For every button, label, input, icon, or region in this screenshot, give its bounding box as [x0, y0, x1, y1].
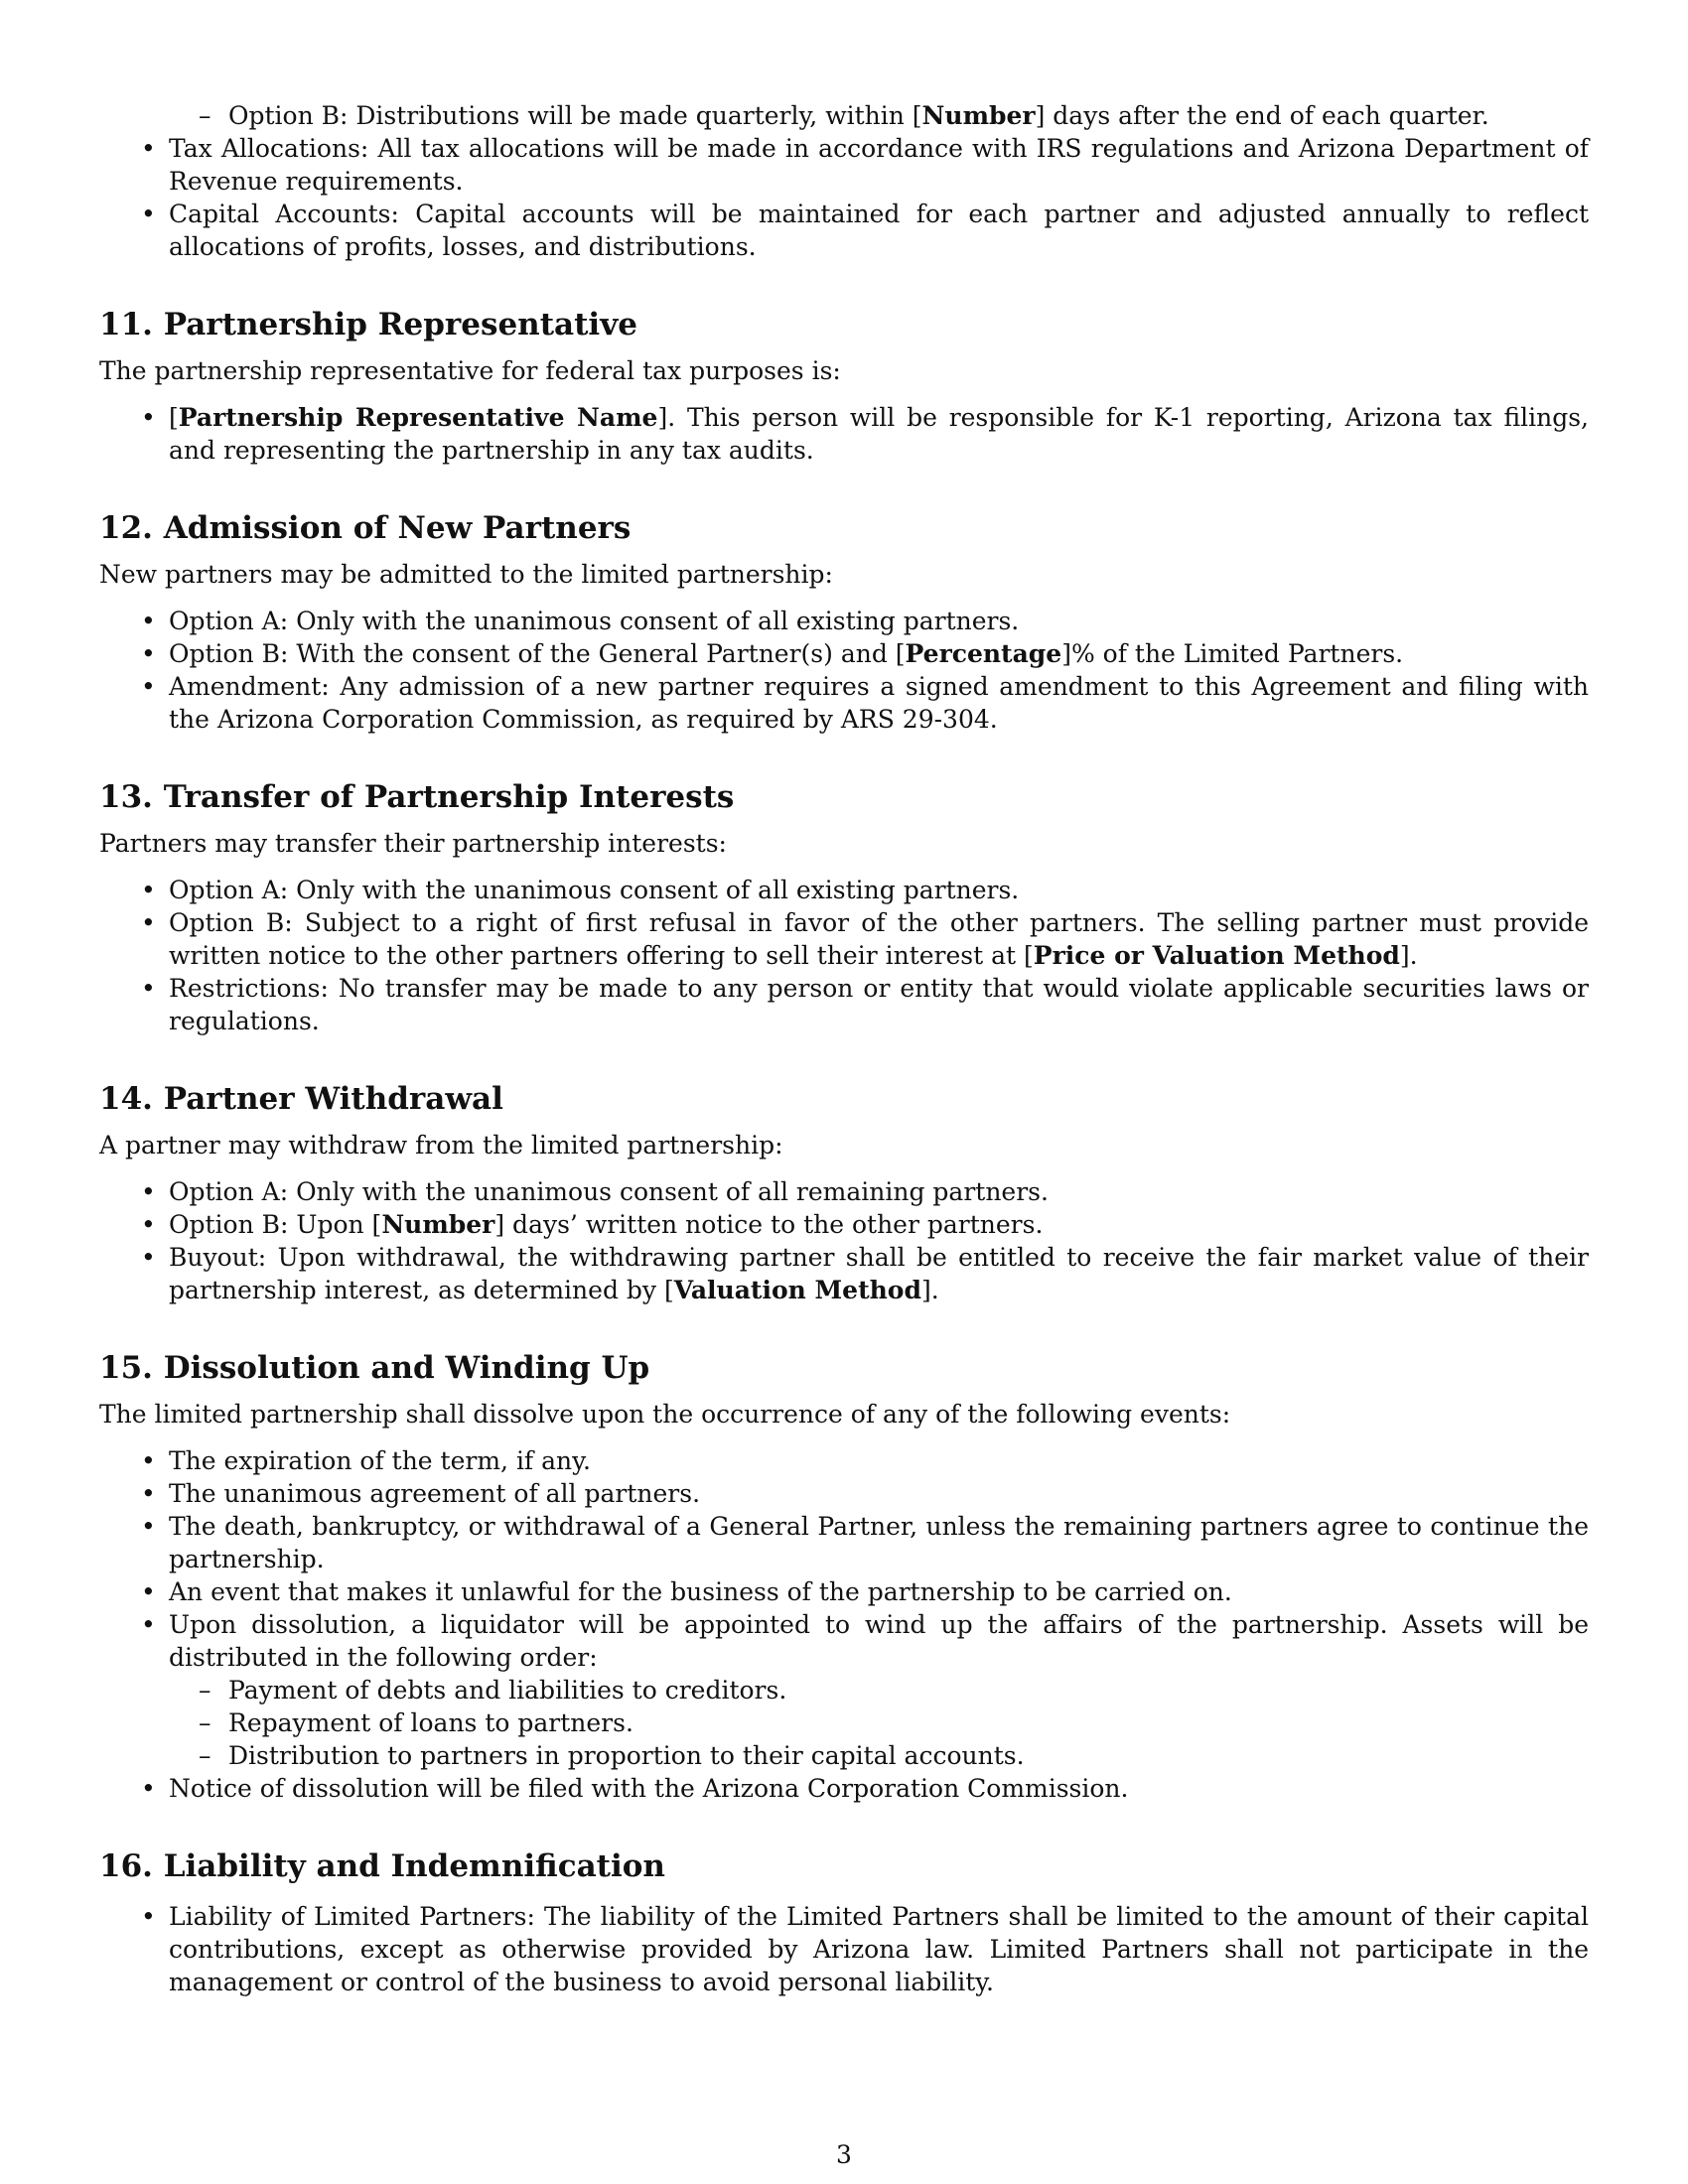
section-15 [99, 1348, 1589, 1805]
section-list [99, 1444, 1589, 1805]
section-heading: 14. Partner Withdrawal [99, 1081, 503, 1117]
section-intro: New partners may be admitted to the limited partnership: [99, 560, 833, 589]
list-item: • An event that makes it unlawful for the business of the partnership to be carried on. [99, 1575, 1589, 1608]
option-a-item: • Option A: Only with the unanimous consent of all existing partners. [99, 605, 1589, 637]
liability-item: • Liability of Limited Partners: The liability of the Limited Partners shall be limited to the amount of their capital contributions, except as otherwise provided by Arizona law. Limited Partners shall not participate in the management or control of the business to avoid personal liability. [99, 1900, 1589, 1998]
amendment-item: • Amendment: Any admission of a new partner requires a signed amendment to this Agreement and filing with the Arizona Corporation Commission, as required by ARS 29-304. [99, 670, 1589, 736]
distribution-options-list [99, 99, 1589, 132]
section-list [99, 874, 1589, 1037]
option-b-item: • Option B: With the consent of the General Partner(s) and [Percentage]% of the Limited Partners. [99, 637, 1589, 670]
section-intro: The partnership representative for federal tax purposes is: [99, 356, 841, 385]
option-a-item: • Option A: Only with the unanimous consent of all remaining partners. [99, 1175, 1589, 1208]
section-intro: Partners may transfer their partnership interests: [99, 829, 727, 858]
option-b-item: • Option B: Upon [Number] days’ written notice to the other partners. [99, 1208, 1589, 1241]
section-10-list [99, 132, 1589, 263]
document-page [99, 99, 1589, 1998]
dissolution-item: • Upon dissolution, a liquidator will be appointed to wind up the affairs of the partnership. Assets will be distributed in the following order: – Payment of debts and liabilities to creditors. – Repayment of loans to partners. – Distribution to partners in proportion to their capital accounts. [99, 1608, 1589, 1772]
section-list [99, 1175, 1589, 1306]
notice-item: • Notice of dissolution will be filed with the Arizona Corporation Commission. [99, 1772, 1589, 1805]
order-item: – Payment of debts and liabilities to creditors. [99, 1674, 1589, 1706]
section-heading: 11. Partnership Representative [99, 307, 637, 342]
section-heading: 15. Dissolution and Winding Up [99, 1350, 650, 1386]
section-heading: 16. Liability and Indemnification [99, 1848, 665, 1884]
section-intro: The limited partnership shall dissolve upon the occurrence of any of the following events: [99, 1400, 1231, 1429]
representative-item: • [Partnership Representative Name]. This person will be responsible for K-1 reporting, Arizona tax filings, and representing the partnership in any tax audits. [99, 401, 1589, 467]
page-number: 3 [836, 2140, 852, 2169]
buyout-item: • Buyout: Upon withdrawal, the withdrawing partner shall be entitled to receive the fair market value of their partnership interest, as determined by [Valuation Method]. [99, 1241, 1589, 1306]
section-heading: 12. Admission of New Partners [99, 510, 632, 546]
section-16 [99, 1846, 1589, 1998]
list-item: • The expiration of the term, if any. [99, 1444, 1589, 1477]
order-item: – Repayment of loans to partners. [99, 1706, 1589, 1739]
option-b-item: • Option B: Subject to a right of first refusal in favor of the other partners. The selling partner must provide written notice to the other partners offering to sell their interest at [Price or Valuation Method]. [99, 906, 1589, 972]
section-intro: A partner may withdraw from the limited partnership: [99, 1131, 783, 1160]
section-12 [99, 508, 1589, 736]
section-list [99, 1900, 1589, 1998]
list-item: • The death, bankruptcy, or withdrawal of a General Partner, unless the remaining partners agree to continue the partnership. [99, 1510, 1589, 1575]
order-item: – Distribution to partners in proportion to their capital accounts. [99, 1739, 1589, 1772]
tax-allocations-item: • Tax Allocations: All tax allocations will be made in accordance with IRS regulations and Arizona Department of Revenue requirements. [99, 132, 1589, 198]
distribution-order-list [99, 1674, 1589, 1772]
section-list [99, 401, 1589, 467]
distribution-option-b: – Option B: Distributions will be made quarterly, within [Number] days after the end of each quarter. [99, 99, 1589, 132]
section-list [99, 605, 1589, 736]
section-heading: 13. Transfer of Partnership Interests [99, 779, 735, 815]
capital-accounts-item: • Capital Accounts: Capital accounts will be maintained for each partner and adjusted annually to reflect allocations of profits, losses, and distributions. [99, 198, 1589, 263]
option-a-item: • Option A: Only with the unanimous consent of all existing partners. [99, 874, 1589, 906]
section-14 [99, 1079, 1589, 1306]
restrictions-item: • Restrictions: No transfer may be made to any person or entity that would violate applicable securities laws or regulations. [99, 972, 1589, 1037]
list-item: • The unanimous agreement of all partners. [99, 1477, 1589, 1510]
section-13 [99, 777, 1589, 1037]
section-11 [99, 305, 1589, 467]
